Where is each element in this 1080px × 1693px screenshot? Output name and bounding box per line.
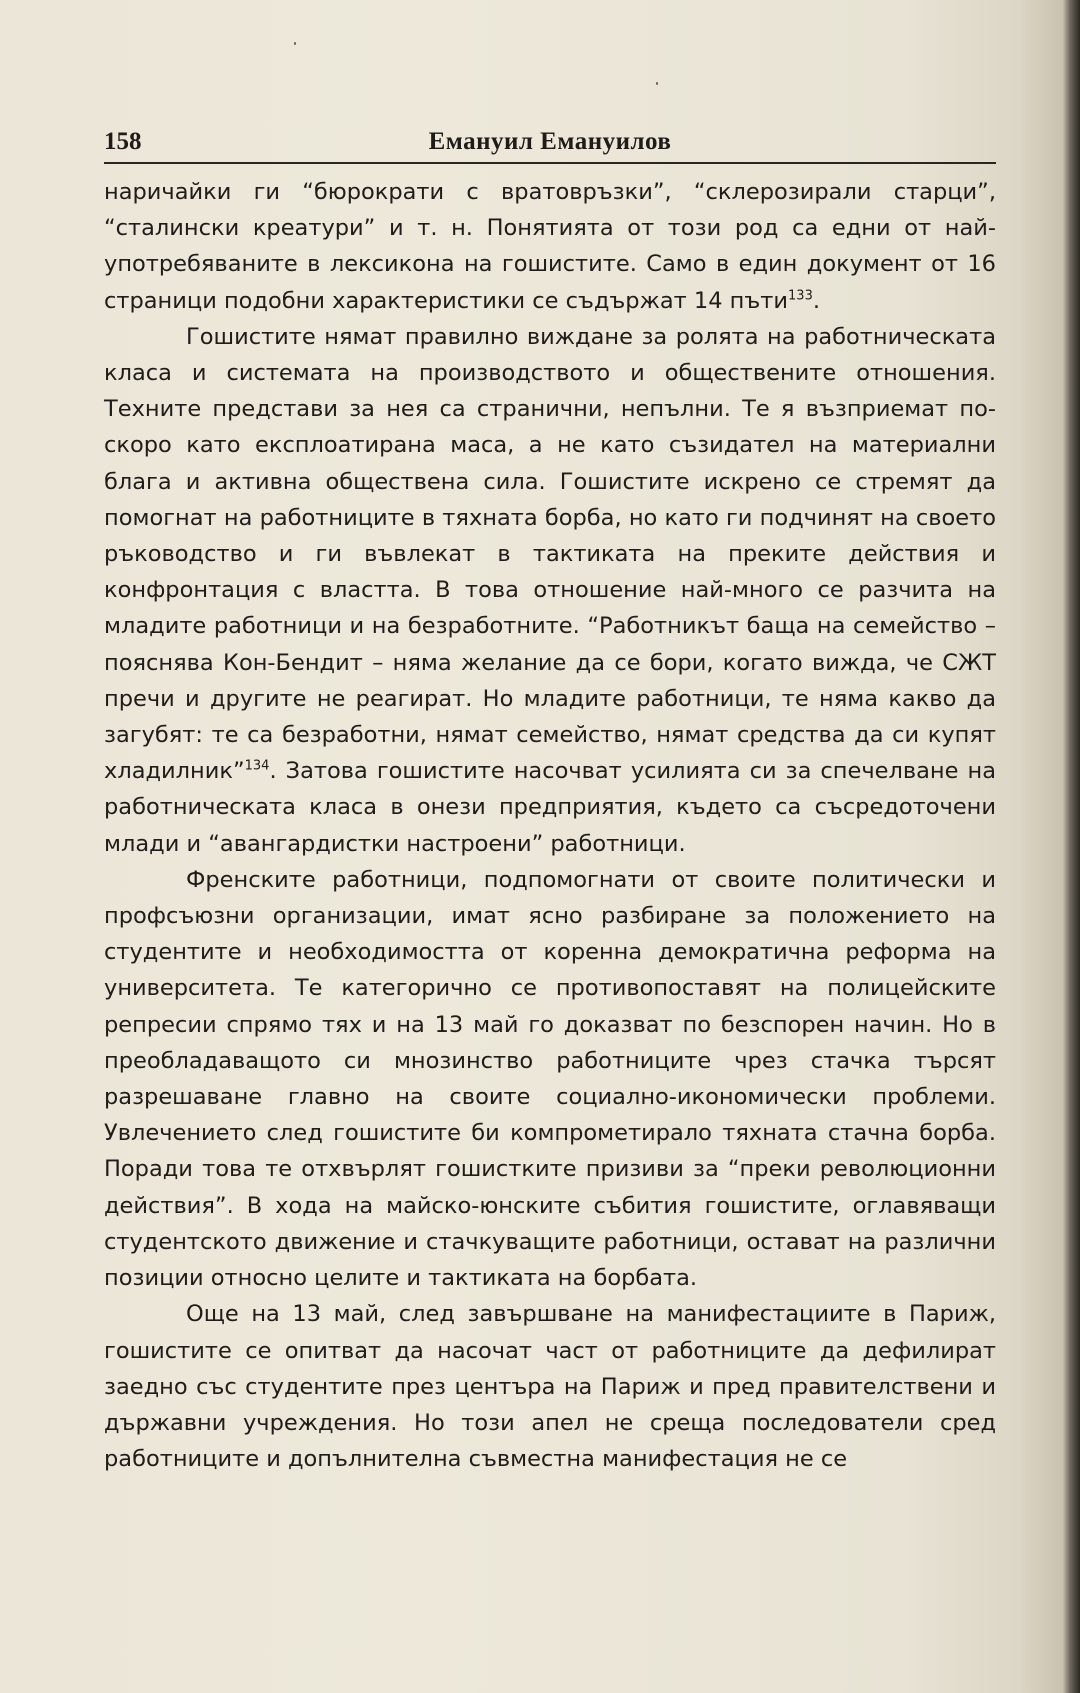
paragraph-3 [104,862,996,1296]
paragraph-text: . Затова гошистите насочват усилията си за спечелване на работническата класа в онези предприятия, където са съсредоточени млади и “авангардистки настроени” работници. [104,758,996,857]
footnote-ref-134[interactable]: 134 [244,758,270,774]
paragraph-text: . [812,287,821,314]
paragraph-text: Френските работници, подпомогнати от своите политически и профсъюзни организации, имат ясно разбиране за положението на студентите и необходимостта от коренна демократична реформа на университета. Те категорично се противопоставят на полицейските репресии спрямо тях и на 13 май го доказват по безспорен начин. Но в преобладаващото си мнозинство работниците чрез стачка търсят разрешаване главно на своите социално-икономически проблеми. Увлечението след гошистите би компрометирало тяхната стачна борба. Поради това те отхвърлят гошистките призиви за “преки революционни действия”. В хода на майско-юнските събития гошистите, оглавяващи студентското движение и стачкуващите работници, остават на различни позиции относно целите и тактиката на борбата. [104,866,996,1292]
paragraph-text: Гошистите нямат правилно виждане за ролята на работническата класа и системата на производството и обществените отношения. Техните представи за нея са странични, непълни. Те я възприемат по-скоро като експлоатирана маса, а не като съзидател на материални блага и активна обществена сила. Гошистите искрено се стремят да помогнат на работниците в тяхната борба, но като ги подчинят на своето ръководство и ги въвлекат в тактиката на преките действия и конфронтация с властта. В това отношение най-много се разчита на младите работници и на безработните. “Работникът баща на семейство – пояснява Кон-Бендит – няма желание да се бори, когато вижда, че СЖТ пречи и другите не реагират. Но младите работници, те няма какво да загубят: те са безработни, нямат семейство, нямат средства да си купят хладилник” [104,323,996,785]
page-header [104,128,996,164]
paragraph-4 [104,1296,996,1477]
paragraph-text: Още на 13 май, след завършване на манифестациите в Париж, гошистите се опитват да насочат част от работниците да дефилират заедно със студентите през центъра на Париж и пред правителствени и държавни учреждения. Но този апел не среща последователи сред работниците и допълнителна съвместна манифестация не се [104,1301,996,1473]
paragraph-1 [104,174,996,319]
paper-speck [294,42,296,45]
book-spine-edge [1062,0,1080,1693]
paragraph-text: наричайки ги “бюрократи с вратовръзки”, “склерозирали старци”, “сталински креатури” и т. н. Понятията от този род са едни от най-употребяваните в лексикона на гошистите. Само в един документ от 16 страници подобни характеристики се съдържат 14 пъти [104,179,996,314]
paper-speck [656,82,658,85]
footnote-ref-133[interactable]: 133 [788,288,813,304]
body-text [104,174,996,1477]
running-title: Емануил Емануилов [428,128,672,155]
paragraph-2 [104,319,996,862]
page-number: 158 [104,128,142,155]
